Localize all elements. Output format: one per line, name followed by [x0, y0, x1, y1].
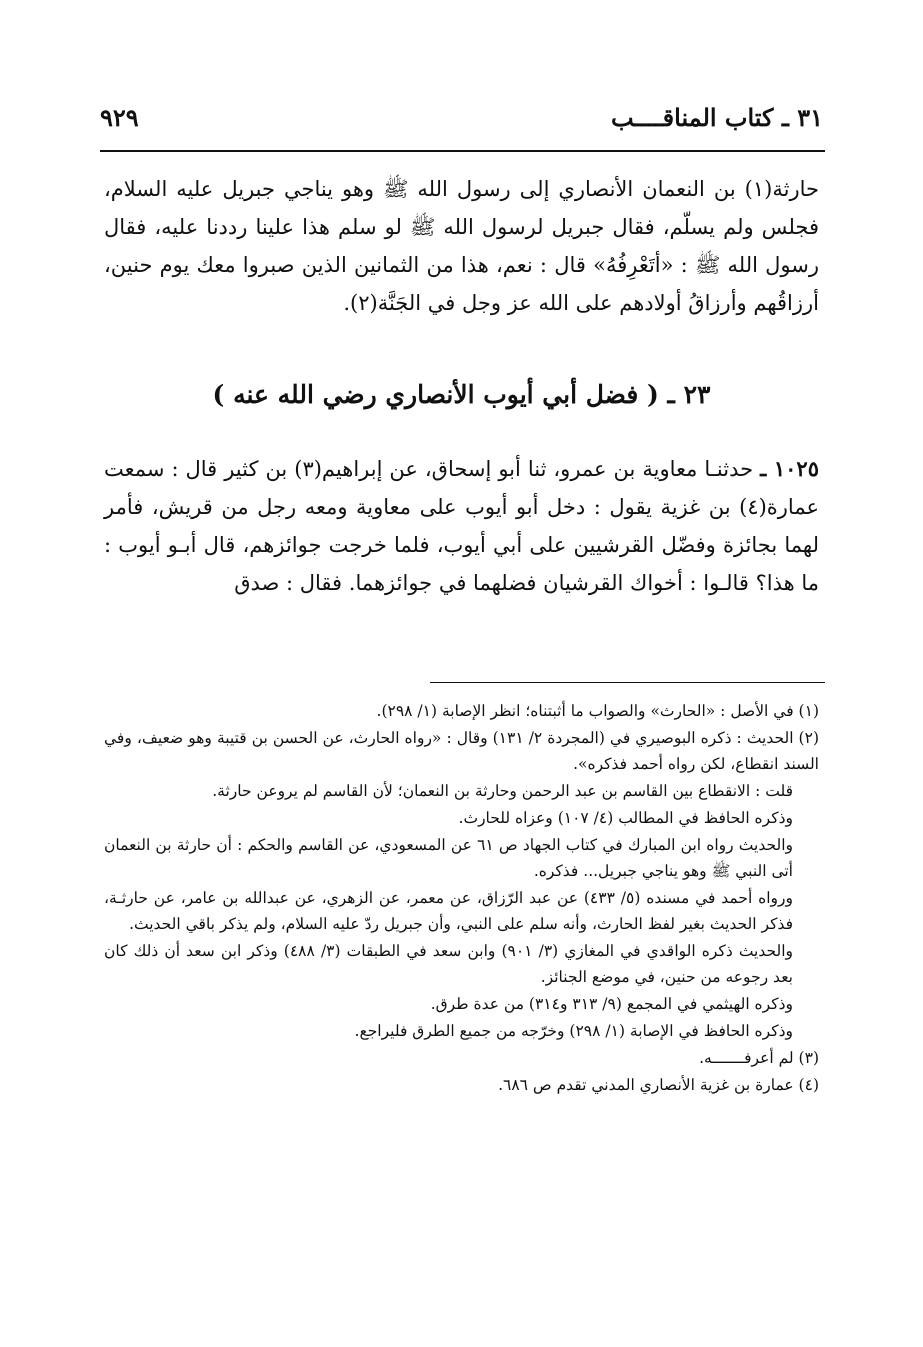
paragraph-1: حارثة(١) بن النعمان الأنصاري إلى رسول الله ﷺ وهو يناجي جبريل عليه السلام، فجلس ولم يسلّم، فقال جبريل لرسول الله ﷺ لو سلم هذا علينا رددنا عليه، فقال رسول الله ﷺ : «أتَعْرِفُهُ» قال : نعم، هذا من الثمانين الذين صبروا معك يوم حنين، أرزاقُهم وأرزاقُ أولادهم على الله عز وجل في الجَنَّة(٢). — [104, 177, 819, 315]
footnotes — [104, 698, 819, 1099]
footnote-2-note-f: وذكره الهيثمي في المجمع (٩/ ٣١٣ و٣١٤) من عدة طرق. — [430, 995, 793, 1013]
hadith-text: حدثنـا معاوية بن عمرو، ثنا أبو إسحاق، عن إبراهيم(٣) بن كثير قال : سمعت عمارة(٤) بن غزية يقول : دخل أبو أيوب على معاوية ومعه رجل من قريش، فأمر لهما بجائزة وفضّل القرشيين على أبي أيوب، فلما خرجت جوائزهم، قال أبـو أيوب : ما هذا؟ قالـوا : أخواك القرشيان فضلهما في جوائزهما. فقال : صدق — [104, 457, 819, 595]
footnote-2-note-c: والحديث رواه ابن المبارك في كتاب الجهاد ص ٦١ عن المسعودي، عن القاسم والحكم : أن حارثة بن النعمان أتى النبي ﷺ وهو يناجي جبريل... فذكره. — [104, 836, 793, 880]
main-text-block-2 — [104, 450, 819, 602]
footnote-2: (٢) الحديث : ذكره البوصيري في (المجردة ٢/ ١٣١) وقال : «رواه الحارث، عن الحسن بن قتيبة وهو ضعيف، وفي السند انقطاع، لكن رواه أحمد فذكره». — [104, 729, 819, 773]
section-title: ٢٣ ـ ( فضل أبي أيوب الأنصاري رضي الله عنه ) — [212, 380, 711, 409]
chapter-title: ٣١ ـ كتاب المناقــــب — [610, 102, 823, 132]
main-text-block-1 — [104, 170, 819, 322]
footnote-2-note-b: وذكره الحافظ في المطالب (٤/ ١٠٧) وعزاه للحارث. — [458, 809, 793, 827]
footnote-2-note-g: وذكره الحافظ في الإصابة (١/ ٢٩٨) وخرّجه من جميع الطرق فليراجع. — [354, 1022, 793, 1040]
footnote-4: (٤) عمارة بن غزية الأنصاري المدني تقدم ص ٦٨٦. — [498, 1076, 819, 1094]
header-rule — [100, 150, 825, 152]
footnote-3: (٣) لم أعرفـــــــه. — [699, 1049, 819, 1067]
page-header — [100, 100, 823, 134]
footnote-1: (١) في الأصل : «الحارث» والصواب ما أثبتناه؛ انظر الإصابة (١/ ٢٩٨). — [376, 702, 819, 720]
footnote-2-note-e: والحديث ذكره الواقدي في المغازي (٣/ ٩٠١) وابن سعد في الطبقات (٣/ ٤٨٨) وذكر ابن سعد أن ذلك كان بعد رجوعه من حنين، في موضع الجنائز. — [104, 942, 794, 986]
footnote-rule — [430, 682, 825, 683]
page-number: ٩٢٩ — [100, 102, 139, 132]
paragraph-2 — [104, 450, 819, 602]
hadith-number: ١٠٢٥ ـ — [760, 456, 819, 481]
footnote-2-note-a: قلت : الانقطاع بين القاسم بن عبد الرحمن وحارثة بن النعمان؛ لأن القاسم لم يروعن حارثة. — [212, 782, 793, 800]
footnote-2-note-d: ورواه أحمد في مسنده (٥/ ٤٣٣) عن عبد الرّزاق، عن معمر، عن الزهري، عن عبدالله بن عامر، عن حارثـة، فذكر الحديث بغير لفظ الحارث، وأنه سلم على النبي، وأن جبريل ردّ عليه السلام، ولم يذكر باقي الحديث. — [104, 889, 794, 933]
